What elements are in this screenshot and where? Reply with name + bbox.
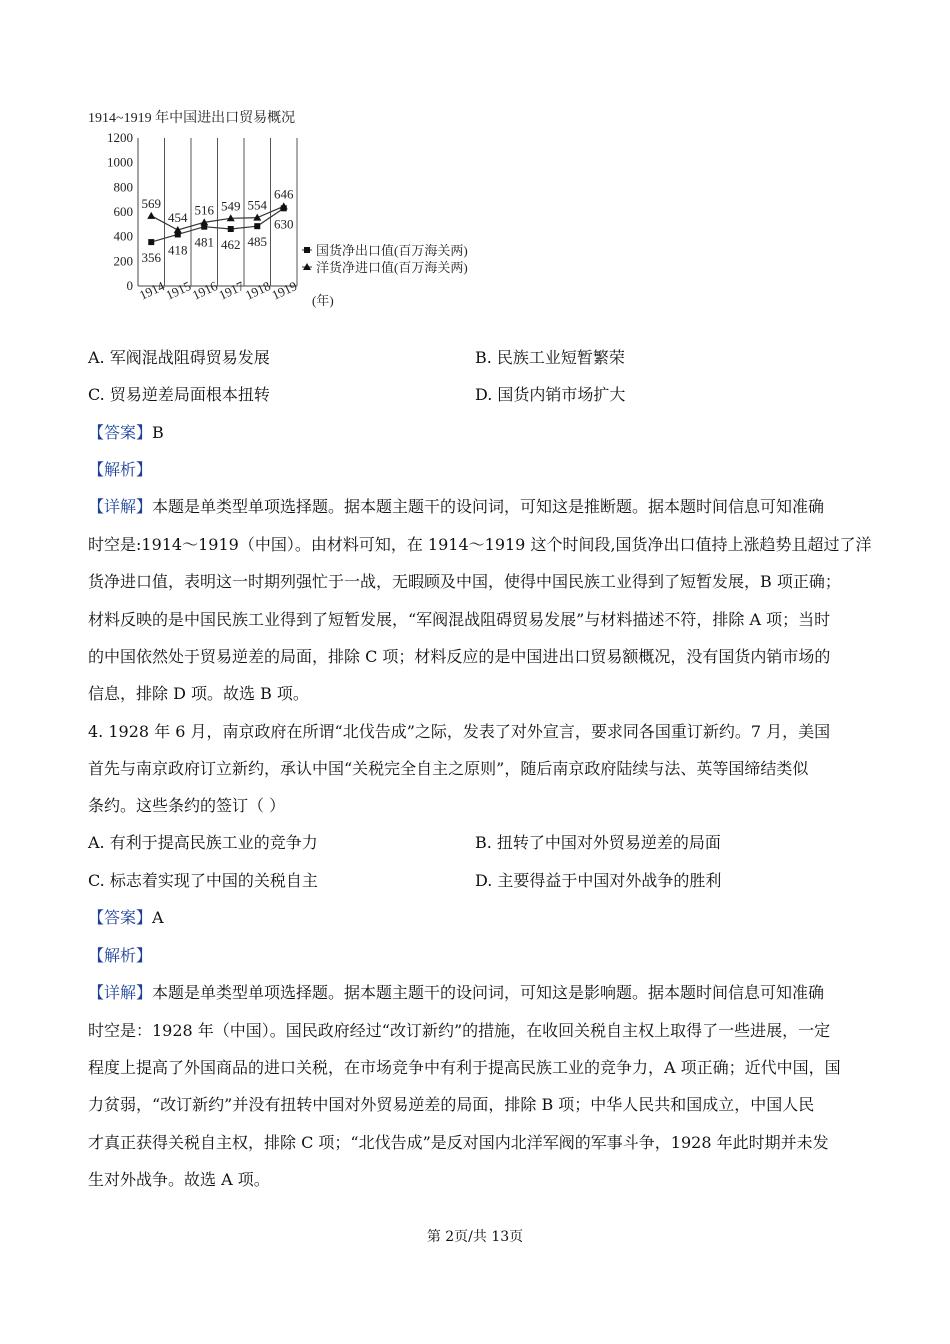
data-label: 516 bbox=[194, 202, 214, 218]
chart-plot-area bbox=[107, 130, 468, 308]
data-label: 630 bbox=[274, 216, 294, 232]
data-label: 462 bbox=[221, 237, 241, 253]
data-label: 454 bbox=[168, 210, 188, 226]
answer-value: A bbox=[152, 908, 164, 927]
q3-detail-line-6: 信息，排除 D 项。故选 B 项。 bbox=[88, 684, 309, 703]
data-point-square bbox=[254, 223, 260, 229]
data-label: 569 bbox=[141, 195, 161, 211]
x-tick-label: 1914 bbox=[136, 278, 167, 303]
q4-stem-line-3: 条约。这些条约的签订（ ） bbox=[88, 796, 286, 815]
y-tick-label: 800 bbox=[113, 179, 133, 195]
y-tick-label: 400 bbox=[113, 228, 133, 244]
data-label: 549 bbox=[221, 198, 241, 214]
x-tick-label: 1915 bbox=[163, 278, 194, 303]
q3-option-a[interactable]: A. 军阀混战阻碍贸易发展 bbox=[88, 348, 270, 367]
q3-option-c[interactable]: C. 贸易逆差局面根本扭转 bbox=[88, 385, 270, 404]
q4-analysis-tag: 【解析】 bbox=[88, 946, 153, 965]
q3-detail-line-2: 时空是:1914～1919（中国）。由材料可知，在 1914～1919 这个时间段,国货净出口值持上涨趋势且超过了洋 bbox=[88, 535, 872, 554]
x-tick-label: 1917 bbox=[216, 278, 247, 303]
y-tick-label: 200 bbox=[113, 253, 133, 269]
data-label: 485 bbox=[247, 234, 267, 250]
q4-detail-line-3: 程度上提高了外国商品的进口关税，在市场竞争中有利于提高民族工业的竞争力，A 项正确；近代中国，国 bbox=[88, 1058, 841, 1077]
answer-value: B bbox=[152, 423, 164, 442]
detail-text: 本题是单类型单项选择题。据本题主题干的设问词，可知这是影响题。据本题时间信息可知准确 bbox=[152, 983, 825, 1002]
data-point-triangle bbox=[147, 212, 155, 219]
q4-detail-line-6: 生对外战争。故选 A 项。 bbox=[88, 1170, 270, 1189]
q3-option-b[interactable]: B. 民族工业短暂繁荣 bbox=[475, 348, 625, 367]
detail-tag: 【详解】 bbox=[88, 983, 153, 1002]
q4-stem-line-2: 首先与南京政府订立新约，承认中国“关税完全自主之原则”，随后南京政府陆续与法、英等国缔结类似 bbox=[88, 759, 809, 778]
data-label: 481 bbox=[194, 234, 214, 250]
q4-detail-line-5: 才真正获得关税自主权，排除 C 项；“北伐告成”是反对国内北洋军阀的军事斗争，1928 年此时期并未发 bbox=[88, 1133, 829, 1152]
q4-answer bbox=[88, 908, 164, 928]
data-label: 554 bbox=[247, 197, 267, 213]
x-axis-unit: (年) bbox=[312, 293, 334, 308]
data-label: 646 bbox=[274, 186, 294, 202]
data-label: 356 bbox=[141, 250, 161, 266]
q4-detail-line-1 bbox=[88, 983, 824, 1003]
detail-text: 本题是单类型单项选择题。据本题主题干的设问词，可知这是推断题。据本题时间信息可知准确 bbox=[152, 497, 825, 516]
x-tick-label: 1916 bbox=[189, 278, 220, 303]
q3-detail-line-1 bbox=[88, 497, 824, 517]
q4-option-b[interactable]: B. 扭转了中国对外贸易逆差的局面 bbox=[475, 833, 721, 852]
data-point-square bbox=[148, 239, 154, 245]
q4-option-c[interactable]: C. 标志着实现了中国的关税自主 bbox=[88, 871, 318, 890]
legend-label: 洋货净进口值(百万海关两) bbox=[316, 260, 468, 275]
q4-detail-line-4: 力贫弱，“改订新约”并没有扭转中国对外贸易逆差的局面，排除 B 项；中华人民共和国成立，中国人民 bbox=[88, 1095, 815, 1114]
answer-tag: 【答案】 bbox=[88, 423, 153, 442]
y-tick-label: 1200 bbox=[107, 130, 133, 145]
q3-detail-line-4: 材料反映的是中国民族工业得到了短暂发展，“军阀混战阻碍贸易发展”与材料描述不符，排除 A 项；当时 bbox=[88, 610, 831, 629]
answer-tag: 【答案】 bbox=[88, 908, 153, 927]
trade-line-chart bbox=[80, 100, 520, 330]
x-tick-label: 1919 bbox=[269, 278, 300, 303]
y-tick-label: 600 bbox=[113, 204, 133, 219]
chart-title: 1914~1919 年中国进出口贸易概况 bbox=[88, 111, 296, 126]
q3-analysis-tag: 【解析】 bbox=[88, 460, 153, 479]
q3-detail-line-5: 的中国依然处于贸易逆差的局面，排除 C 项；材料反应的是中国进出口贸易额概况，没有国货内销市场的 bbox=[88, 647, 831, 666]
q4-option-a[interactable]: A. 有利于提高民族工业的竞争力 bbox=[88, 833, 318, 852]
q4-stem-line-1: 4. 1928 年 6 月，南京政府在所谓“北伐告成”之际，发表了对外宣言，要求同各国重订新约。7 月，美国 bbox=[88, 722, 831, 741]
q3-detail-line-3: 货净进口值，表明这一时期列强忙于一战，无暇顾及中国，使得中国民族工业得到了短暂发展，B 项正确； bbox=[88, 572, 841, 591]
q4-option-d[interactable]: D. 主要得益于中国对外战争的胜利 bbox=[475, 871, 722, 890]
data-point-square bbox=[228, 226, 234, 232]
y-tick-label: 1000 bbox=[107, 154, 133, 170]
q3-option-d[interactable]: D. 国货内销市场扩大 bbox=[475, 385, 626, 404]
q3-answer bbox=[88, 423, 164, 443]
data-label: 418 bbox=[168, 242, 188, 258]
x-tick-label: 1918 bbox=[242, 278, 273, 303]
detail-tag: 【详解】 bbox=[88, 497, 153, 516]
q4-detail-line-2: 时空是：1928 年（中国）。国民政府经过“改订新约”的措施，在收回关税自主权上取得了一些进展，一定 bbox=[88, 1021, 831, 1040]
y-tick-label: 0 bbox=[126, 278, 133, 293]
legend-label: 国货净出口值(百万海关两) bbox=[316, 243, 468, 258]
legend-marker-square bbox=[304, 247, 310, 253]
page-footer: 第 2页/共 13页 bbox=[426, 1229, 524, 1245]
